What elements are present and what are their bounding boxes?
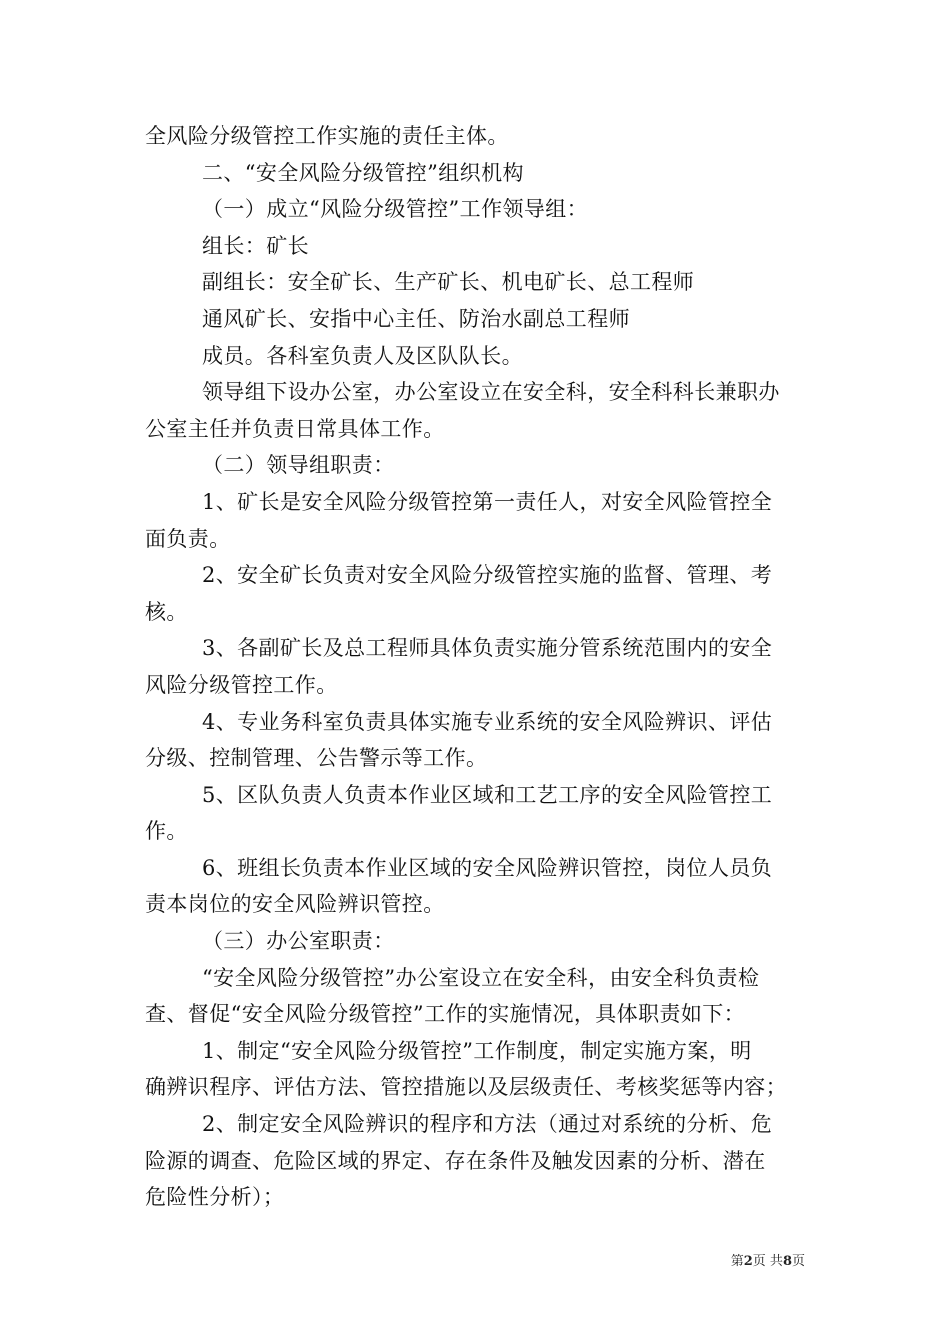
text-line: （三）办公室职责： bbox=[202, 929, 395, 954]
text-line: 确辨识程序、评估方法、管控措施以及层级责任、考核奖惩等内容； bbox=[145, 1075, 787, 1100]
text-line: 险源的调查、危险区域的界定、存在条件及触发因素的分析、潜在 bbox=[145, 1148, 766, 1173]
text-line: 3、各副矿长及总工程师具体负责实施分管系统范围内的安全 bbox=[202, 636, 773, 661]
text-line: 2、制定安全风险辨识的程序和方法（通过对系统的分析、危 bbox=[202, 1112, 773, 1137]
text-line: 核。 bbox=[145, 599, 188, 624]
text-line: 通风矿长、安指中心主任、防治水副总工程师 bbox=[202, 306, 630, 331]
footer-total-pages: 8 bbox=[782, 1254, 792, 1269]
text-line: 1、矿长是安全风险分级管控第一责任人，对安全风险管控全 bbox=[202, 489, 773, 514]
text-line: 5、区队负责人负责本作业区域和工艺工序的安全风险管控工 bbox=[202, 782, 773, 807]
text-line: （二）领导组职责： bbox=[202, 453, 395, 478]
text-line: 二、“安全风险分级管控”组织机构 bbox=[202, 160, 524, 185]
text-line: 责本岗位的安全风险辨识管控。 bbox=[145, 892, 445, 917]
text-line: 成员。各科室负责人及区队队长。 bbox=[202, 343, 523, 368]
text-line: 查、督促“安全风险分级管控”工作的实施情况，具体职责如下： bbox=[145, 1002, 746, 1027]
text-line: （一）成立“风险分级管控”工作领导组： bbox=[202, 197, 589, 222]
footer-prefix: 第 bbox=[730, 1254, 744, 1269]
text-line: 面负责。 bbox=[145, 526, 231, 551]
text-line: 作。 bbox=[145, 819, 188, 844]
text-line: 全风险分级管控工作实施的责任主体。 bbox=[145, 124, 509, 148]
text-line: 危险性分析）； bbox=[145, 1185, 285, 1210]
footer-suffix: 页 bbox=[791, 1254, 805, 1269]
text-line: “安全风险分级管控”办公室设立在安全科，由安全科负责检 bbox=[202, 965, 760, 990]
text-line: 组长：矿长 bbox=[202, 233, 309, 258]
page-footer bbox=[731, 1250, 805, 1269]
text-line: 分级、控制管理、公告警示等工作。 bbox=[145, 746, 488, 771]
text-line: 1、制定“安全风险分级管控”工作制度，制定实施方案，明 bbox=[202, 1038, 752, 1063]
text-line: 4、专业务科室负责具体实施专业系统的安全风险辨识、评估 bbox=[202, 709, 773, 734]
text-line: 风险分级管控工作。 bbox=[145, 672, 338, 697]
text-line: 公室主任并负责日常具体工作。 bbox=[145, 416, 445, 441]
footer-middle: 页 共 bbox=[752, 1254, 783, 1269]
text-line: 领导组下设办公室，办公室设立在安全科，安全科科长兼职办 bbox=[202, 380, 780, 405]
footer-page-number: 2 bbox=[743, 1254, 753, 1269]
text-line: 2、安全矿长负责对安全风险分级管控实施的监督、管理、考 bbox=[202, 563, 773, 588]
text-line: 6、班组长负责本作业区域的安全风险辨识管控，岗位人员负 bbox=[202, 855, 773, 880]
document-body bbox=[145, 118, 807, 1216]
text-line: 副组长：安全矿长、生产矿长、机电矿长、总工程师 bbox=[202, 270, 695, 295]
